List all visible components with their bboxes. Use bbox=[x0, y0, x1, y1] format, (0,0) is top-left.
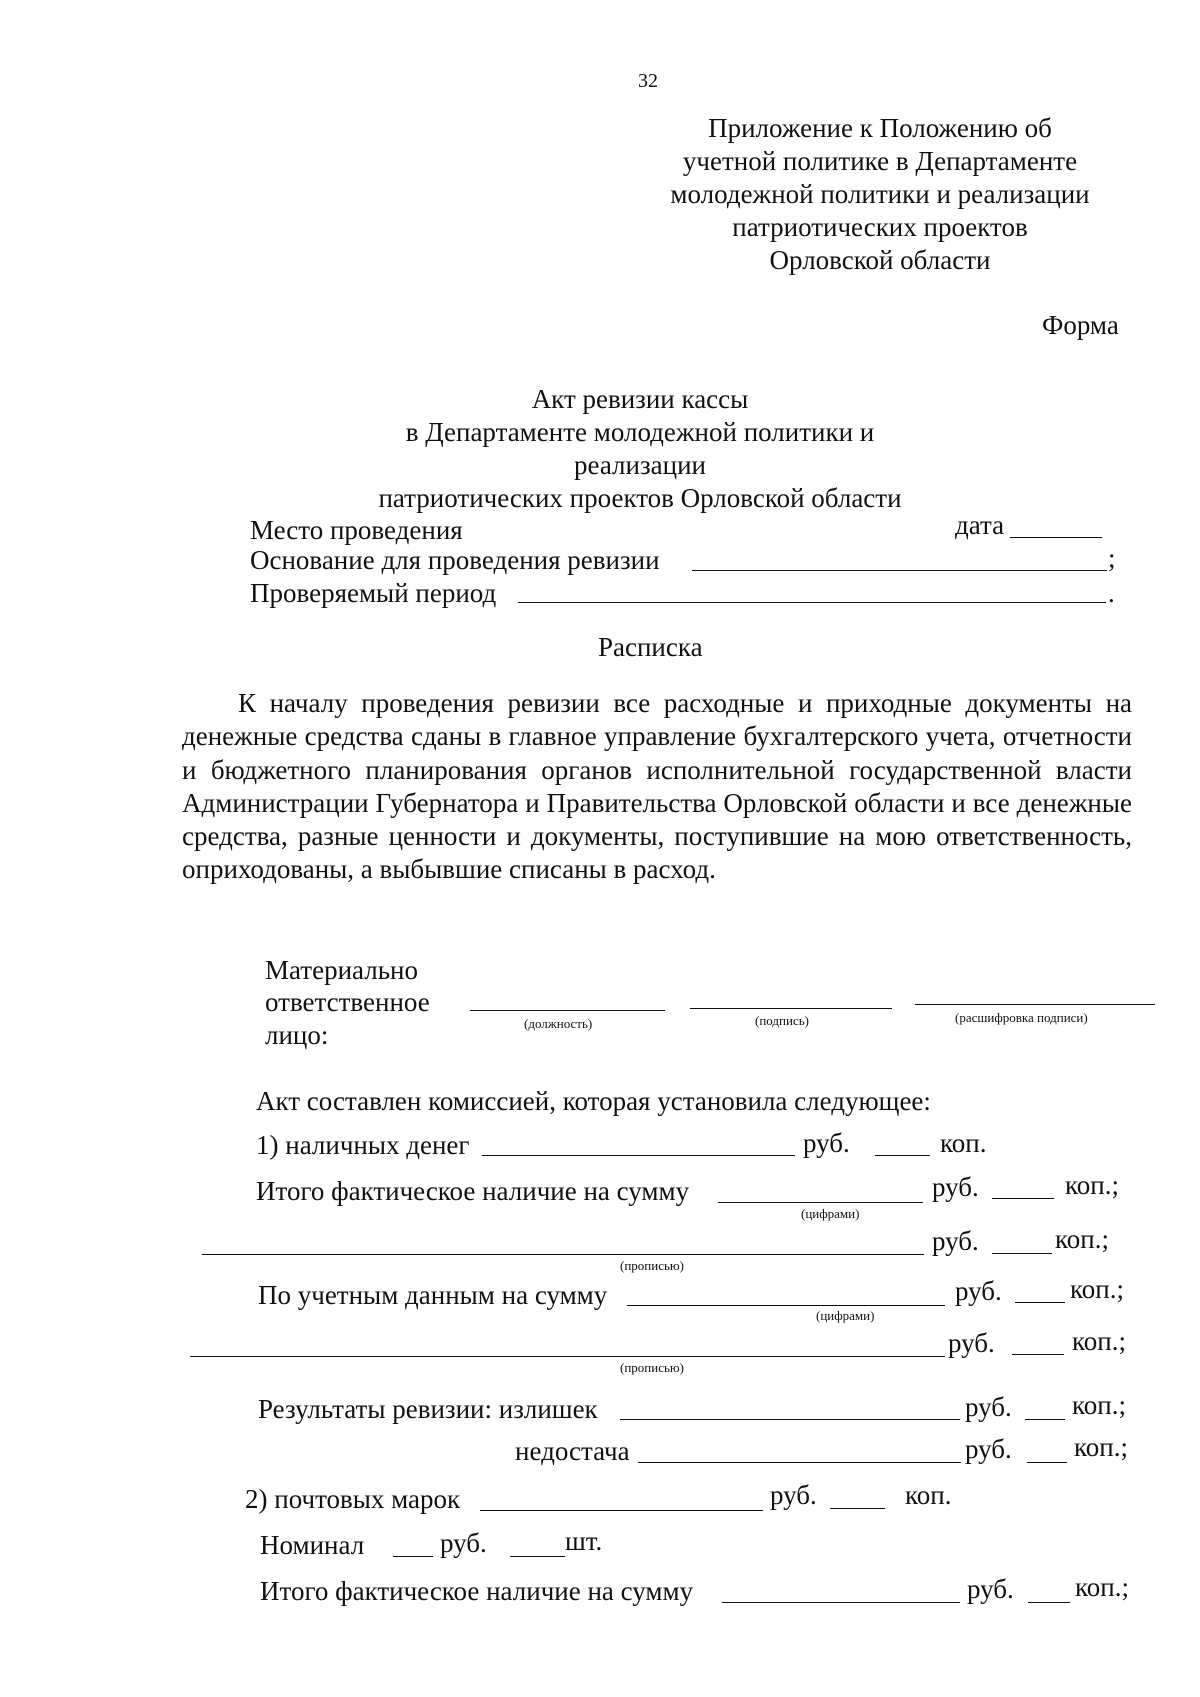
shortage-rub-line[interactable] bbox=[638, 1462, 961, 1463]
decode-caption: (расшифровка подписи) bbox=[955, 1010, 1088, 1025]
receipt-heading: Расписка bbox=[598, 632, 703, 662]
title-line-3: патриотических проектов Орловской области bbox=[378, 483, 902, 513]
decode-field-line[interactable] bbox=[915, 1004, 1155, 1005]
accounting-words-line[interactable] bbox=[190, 1356, 945, 1357]
shortage-rub-label: руб. bbox=[965, 1434, 1012, 1464]
period-label: Проверяемый период bbox=[250, 578, 497, 608]
date-field-line[interactable] bbox=[1010, 537, 1102, 538]
stamps-total-kop-label: коп.; bbox=[1075, 1572, 1129, 1602]
appendix-line-4: патриотических проектов bbox=[732, 212, 1028, 242]
shortage-label: недостача bbox=[515, 1436, 630, 1466]
accounting-kop-label: коп.; bbox=[1070, 1274, 1124, 1304]
nominal-label: Номинал bbox=[260, 1530, 365, 1560]
position-caption: (должность) bbox=[524, 1016, 593, 1031]
stamps-kop-label: коп. bbox=[905, 1480, 952, 1510]
date-label: дата bbox=[955, 510, 1005, 540]
nominal-pcs-label: шт. bbox=[565, 1526, 603, 1556]
accounting-rub-label: руб. bbox=[955, 1276, 1002, 1306]
stamps-kop-line[interactable] bbox=[830, 1508, 885, 1509]
shortage-kop-label: коп.; bbox=[1074, 1432, 1128, 1462]
appendix-line-3: молодежной политики и реализации bbox=[670, 179, 1090, 209]
accounting-words-rub-label: руб. bbox=[948, 1328, 995, 1358]
accounting-words-caption: (прописью) bbox=[620, 1360, 684, 1375]
accounting-digits-caption: (цифрами) bbox=[816, 1308, 875, 1323]
receipt-text: К началу проведения ревизии все расходные и приходные документы на денежные средства сданы в главное управление бухгалтерского учета, отчетности и бюджетного планирования органов исполнительной государственной власти Администрации Губернатора и Правительства Орловской области и все денежные средства, разные ценности и документы, поступившие на мою ответственность, оприходованы, а выбывшие списаны в расход. bbox=[182, 688, 1132, 885]
signature-field-line[interactable] bbox=[690, 1008, 892, 1009]
surplus-kop-label: коп.; bbox=[1072, 1390, 1126, 1420]
appendix-line-2: учетной политике в Департаменте bbox=[682, 146, 1078, 176]
accounting-kop-line[interactable] bbox=[1015, 1302, 1065, 1303]
shortage-kop-line[interactable] bbox=[1027, 1462, 1067, 1463]
results-surplus-label: Результаты ревизии: излишек bbox=[258, 1394, 598, 1424]
total-actual-digits-caption: (цифрами) bbox=[801, 1206, 860, 1221]
nominal-pcs-line[interactable] bbox=[510, 1556, 565, 1557]
stamps-total-rub-label: руб. bbox=[967, 1574, 1014, 1604]
cash-rub-line[interactable] bbox=[482, 1155, 795, 1156]
act-intro: Акт составлен комиссией, которая установила следующее: bbox=[256, 1086, 931, 1116]
page-number: 32 bbox=[638, 70, 658, 92]
accounting-words-kop-label: коп.; bbox=[1072, 1326, 1126, 1356]
cash-rub-label: руб. bbox=[803, 1128, 850, 1158]
position-field-line[interactable] bbox=[470, 1010, 665, 1011]
accounting-label: По учетным данным на сумму bbox=[258, 1280, 608, 1310]
nominal-rub-label: руб. bbox=[440, 1528, 487, 1558]
document-title bbox=[340, 383, 940, 515]
basis-field-line[interactable] bbox=[692, 570, 1107, 571]
surplus-kop-line[interactable] bbox=[1025, 1419, 1065, 1420]
period-field-line[interactable] bbox=[518, 602, 1106, 603]
surplus-rub-line[interactable] bbox=[620, 1419, 960, 1420]
stamps-total-kop-line[interactable] bbox=[1028, 1602, 1070, 1603]
signature-label-line-1: Материально bbox=[265, 955, 418, 985]
signature-label-line-3: лицо: bbox=[265, 1020, 329, 1050]
total-actual-words-kop-label: коп.; bbox=[1055, 1224, 1109, 1254]
total-actual-words-kop-line[interactable] bbox=[992, 1253, 1052, 1254]
period-end-mark: . bbox=[1108, 578, 1115, 608]
total-actual-label: Итого фактическое наличие на сумму bbox=[256, 1176, 690, 1206]
stamps-total-actual-label: Итого фактическое наличие на сумму bbox=[260, 1576, 694, 1606]
surplus-rub-label: руб. bbox=[965, 1392, 1012, 1422]
basis-end-mark: ; bbox=[1108, 543, 1116, 573]
appendix-line-1: Приложение к Положению об bbox=[708, 113, 1052, 143]
total-actual-words-rub-label: руб. bbox=[932, 1226, 979, 1256]
total-actual-kop-label: коп.; bbox=[1065, 1170, 1119, 1200]
nominal-rub-line[interactable] bbox=[393, 1556, 433, 1557]
place-label: Место проведения bbox=[250, 515, 463, 545]
total-actual-words-line[interactable] bbox=[202, 1254, 924, 1255]
accounting-words-kop-line[interactable] bbox=[1012, 1354, 1064, 1355]
appendix-note bbox=[620, 112, 1140, 277]
cash-kop-line[interactable] bbox=[875, 1155, 930, 1156]
total-actual-kop-line[interactable] bbox=[992, 1198, 1054, 1199]
stamps-rub-label: руб. bbox=[770, 1480, 817, 1510]
title-line-2: в Департаменте молодежной политики и реализации bbox=[405, 417, 875, 480]
accounting-digits-line[interactable] bbox=[627, 1305, 945, 1306]
form-label: Форма bbox=[1042, 310, 1119, 340]
cash-kop-label: коп. bbox=[940, 1128, 987, 1158]
signature-caption: (подпись) bbox=[755, 1013, 809, 1028]
cash-label: 1) наличных денег bbox=[256, 1130, 470, 1160]
basis-label: Основание для проведения ревизии bbox=[250, 545, 660, 575]
total-actual-digits-line[interactable] bbox=[718, 1202, 923, 1203]
signature-label-line-2: ответственное bbox=[265, 987, 430, 1017]
stamps-rub-line[interactable] bbox=[480, 1510, 763, 1511]
appendix-line-5: Орловской области bbox=[769, 245, 991, 275]
total-actual-words-caption: (прописью) bbox=[620, 1258, 684, 1273]
stamps-label: 2) почтовых марок bbox=[245, 1484, 461, 1514]
stamps-total-rub-line[interactable] bbox=[722, 1602, 960, 1603]
title-line-1: Акт ревизии кассы bbox=[531, 384, 749, 414]
total-actual-rub-label: руб. bbox=[932, 1172, 979, 1202]
